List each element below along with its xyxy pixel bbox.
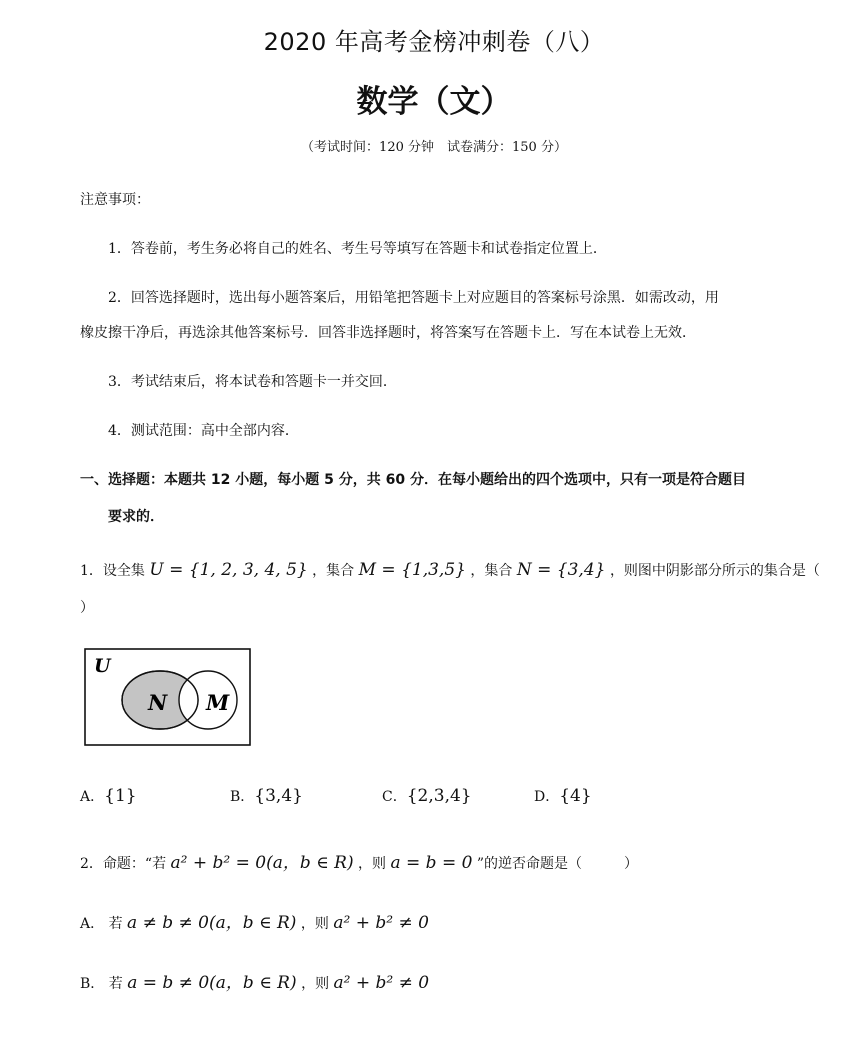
venn-label-m: M bbox=[206, 690, 230, 715]
question-1 bbox=[80, 560, 820, 580]
q1-mid1: ，集合 bbox=[312, 563, 355, 579]
venn-label-n: N bbox=[148, 690, 168, 715]
q2-option-b-conclusion: a² + b² ≠ 0 bbox=[333, 973, 430, 993]
question-2 bbox=[80, 848, 638, 873]
q1-option-c-value: {2,3,4} bbox=[406, 786, 472, 806]
paper-title: 2020 年高考金榜冲刺卷（八） bbox=[263, 28, 605, 56]
q1-option-a: A．{1} bbox=[80, 786, 137, 806]
section-heading: 一、选择题：本题共 12 小题，每小题 5 分，共 60 分．在每小题给出的四个选项中，只有一项是符合题目 bbox=[80, 472, 746, 488]
venn-label-u: U bbox=[94, 655, 111, 677]
q1-set-m: M = {1,3,5} bbox=[358, 560, 466, 580]
q2-option-a-condition: a ≠ b ≠ 0(a，b ∈ R) bbox=[127, 913, 297, 933]
q2-option-a-conclusion: a² + b² ≠ 0 bbox=[333, 913, 429, 933]
q1-close-paren: ） bbox=[80, 600, 94, 616]
notice-item-4: 4．测试范围：高中全部内容． bbox=[108, 423, 299, 439]
q1-prefix: 1．设全集 bbox=[80, 563, 145, 579]
q2-option-b-condition: a = b ≠ 0(a，b ∈ R) bbox=[127, 973, 297, 993]
exam-info: （考试时间：120 分钟 试卷满分：150 分） bbox=[301, 140, 567, 155]
notice-item-2: 2．回答选择题时，选出每小题答案后，用铅笔把答题卡上对应题目的答案标号涂黑．如需改动，用 bbox=[108, 290, 719, 306]
notice-item-3: 3．考试结束后，将本试卷和答题卡一并交回． bbox=[108, 374, 397, 390]
q2-conclusion: a = b = 0 bbox=[390, 853, 473, 873]
q1-mid2: ，集合 bbox=[470, 563, 513, 579]
q1-option-d: D．{4} bbox=[534, 786, 592, 806]
q1-suffix: ，则图中阴影部分所示的集合是（ bbox=[609, 563, 820, 579]
q1-option-c: C．{2,3,4} bbox=[382, 786, 472, 806]
venn-diagram bbox=[84, 648, 252, 748]
q2-option-a: A． 若 a ≠ b ≠ 0(a，b ∈ R) ，则 a² + b² ≠ 0 bbox=[80, 913, 429, 933]
q1-option-a-value: {1} bbox=[104, 786, 137, 806]
notice-item-2-cont: 橡皮擦干净后，再选涂其他答案标号．回答非选择题时，将答案写在答题卡上．写在本试卷上无效． bbox=[80, 325, 696, 341]
q2-suffix: ”的逆否命题是（ ） bbox=[476, 856, 639, 872]
q1-option-d-value: {4} bbox=[559, 786, 592, 806]
paper-subtitle: 数学（文） bbox=[356, 84, 512, 120]
section-heading-cont: 要求的． bbox=[108, 509, 164, 525]
notice-heading: 注意事项： bbox=[80, 192, 150, 208]
notice-item-1: 1．答卷前，考生务必将自己的姓名、考生号等填写在答题卡和试卷指定位置上． bbox=[108, 241, 607, 257]
q2-option-b: B． 若 a = b ≠ 0(a，b ∈ R) ，则 a² + b² ≠ 0 bbox=[80, 973, 430, 993]
q1-option-b: B．{3,4} bbox=[230, 786, 303, 806]
q1-option-b-value: {3,4} bbox=[254, 786, 303, 806]
q1-universal-set: U = {1, 2, 3, 4, 5} bbox=[149, 560, 308, 580]
q2-condition: a² + b² = 0(a，b ∈ R) bbox=[170, 853, 354, 873]
q2-mid: ，则 bbox=[358, 856, 387, 872]
q1-set-n: N = {3,4} bbox=[516, 560, 606, 580]
q2-prefix: 2．命题：“若 bbox=[80, 856, 167, 872]
